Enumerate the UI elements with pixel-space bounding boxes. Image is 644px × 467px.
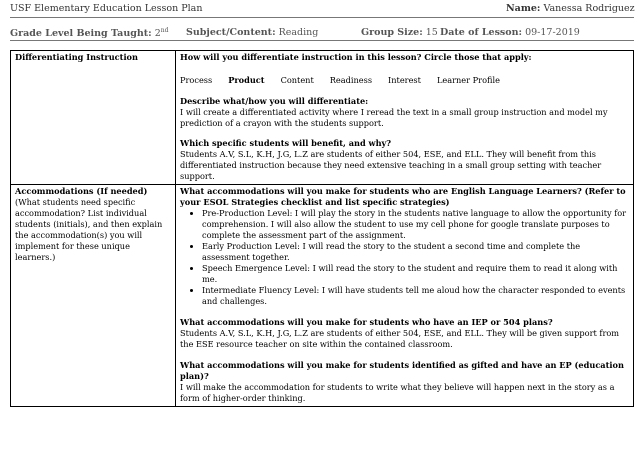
differentiation-options xyxy=(180,75,629,86)
differentiating-label-cell xyxy=(11,51,176,185)
grade-level xyxy=(10,27,168,39)
header-rule-1 xyxy=(10,17,634,18)
gifted-text: I will make the accommodation for students to write what they believe will happen next in the story as a form of higher-order thinking. xyxy=(180,382,615,403)
subject-value: Reading xyxy=(278,27,319,38)
accommodations-row xyxy=(11,185,634,407)
accommodations-label: Accommodations (If needed) xyxy=(15,186,148,196)
ell-list xyxy=(180,208,629,307)
differentiate-question: How will you differentiate instruction in this lesson? Circle those that apply: xyxy=(180,52,532,62)
teacher-name xyxy=(506,3,635,14)
which-students-text: Students A.V, S.L, K.H, J.G, L.Z are students of either 504, ESE, and ELL. They will benefit from this differentiated instruction because they need extensive teaching in a small group setting with teacher support. xyxy=(180,149,602,181)
which-students-heading: Which specific students will benefit, and why? xyxy=(180,138,392,148)
list-item: • Pre-Production Level: I will play the story in the students native language to allow the opportunity for comprehension. I will also allow the student to use my cell phone for google translate purposes to complete the assessment part of the assignment. xyxy=(202,208,629,241)
describe-text: I will create a differentiated activity where I reread the text in a small group instruction and model my prediction of a crayon with the students support. xyxy=(180,107,608,128)
differentiating-content-cell xyxy=(176,51,634,185)
lesson-plan-table xyxy=(10,50,634,407)
grade-value: 2 xyxy=(154,28,161,40)
name-value: Vanessa Rodriguez xyxy=(543,3,635,14)
option-interest: Interest xyxy=(388,75,421,85)
accommodations-content-cell xyxy=(176,185,634,407)
group-size xyxy=(361,27,438,38)
option-content: Content xyxy=(280,75,314,85)
gifted-heading: What accommodations will you make for students identified as gifted and have an EP (education plan)? xyxy=(180,360,624,381)
grade-suffix: nd xyxy=(160,27,169,34)
header-rule-2 xyxy=(10,40,634,41)
describe-heading: Describe what/how you will differentiate: xyxy=(180,96,369,106)
list-item: • Speech Emergence Level: I will read the story to the student and require them to read it along with me. xyxy=(202,263,629,285)
ell-heading: What accommodations will you make for students who are English Language Learners? (Refer to your ESOL Strategies checklist and list specific strategies) xyxy=(180,186,626,207)
name-label: Name: xyxy=(506,3,541,14)
accommodations-note: (What students need specific accommodation? List individual students (initials), and then explain the accommodation(s) you will implement for these unique learners.) xyxy=(15,197,163,262)
date-label: Date of Lesson: xyxy=(440,27,523,38)
option-product: Product xyxy=(228,75,265,85)
lesson-date xyxy=(440,27,580,38)
accommodations-label-cell xyxy=(11,185,176,407)
option-learner-profile: Learner Profile xyxy=(436,75,500,85)
subject-content xyxy=(186,27,318,38)
differentiating-label: Differentiating Instruction xyxy=(15,52,138,62)
list-item: • Intermediate Fluency Level: I will have students tell me aloud how the character responded to events and challenges. xyxy=(202,285,629,307)
list-item: • Early Production Level: I will read the story to the student a second time and complete the assessment together. xyxy=(202,241,629,263)
grade-label: Grade Level Being Taught: xyxy=(10,28,152,40)
group-label: Group Size: xyxy=(361,27,423,38)
option-process: Process xyxy=(180,75,213,85)
group-value: 15 xyxy=(425,27,438,38)
iep-heading: What accommodations will you make for students who have an IEP or 504 plans? xyxy=(180,317,553,327)
iep-text: Students A.V, S.L, K.H, J.G, L.Z are students of either 504, ESE, and ELL. They will be given support from the ESE resource teacher on site within the contained classroom. xyxy=(180,328,620,349)
document-title: USF Elementary Education Lesson Plan xyxy=(10,3,203,14)
date-value: 09-17-2019 xyxy=(525,27,580,38)
option-readiness: Readiness xyxy=(329,75,373,85)
subject-label: Subject/Content: xyxy=(186,27,276,38)
differentiating-row xyxy=(11,51,634,185)
